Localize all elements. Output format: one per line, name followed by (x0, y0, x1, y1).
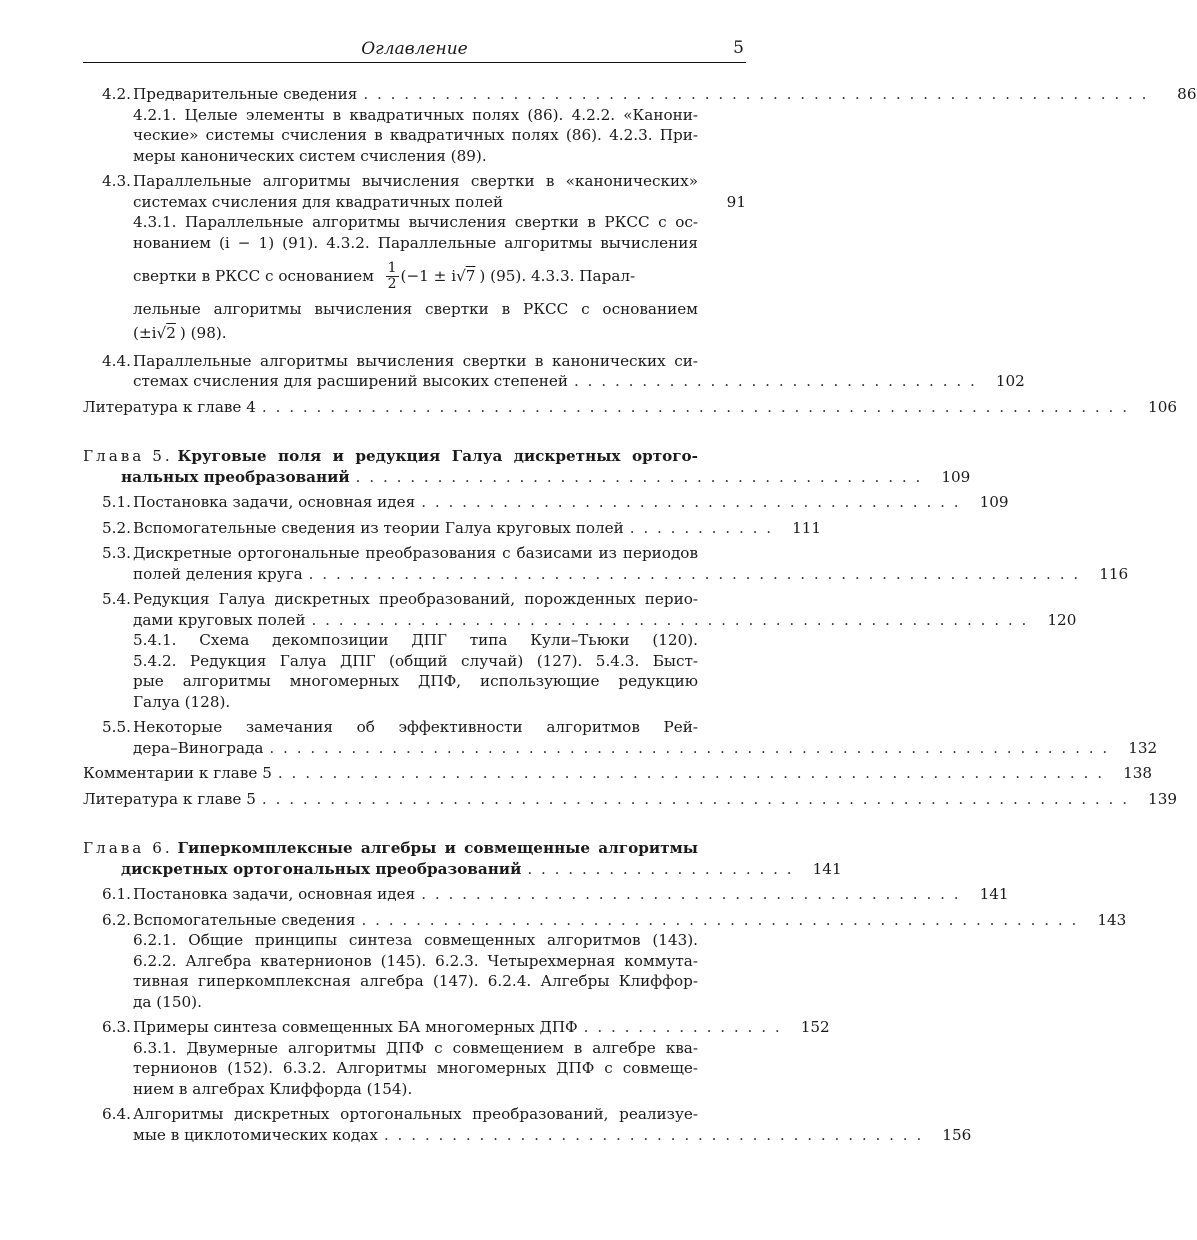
subsection-list (133, 630, 698, 712)
dot-leader: . . . . . . . . . . . (629, 518, 774, 537)
subsection-line: меры канонических систем счисления (89). (133, 146, 487, 165)
entry-page: 143 (1097, 910, 1127, 929)
formula-text: ) (95). 4.3.3. Парал- (479, 266, 636, 285)
entry-number: 5.3. (102, 544, 131, 562)
toc-entry-6-3[interactable] (83, 1017, 830, 1099)
dot-leader: . . . . . . . . . . . . . . . . . . . . (527, 859, 794, 878)
entry-page: 139 (1148, 789, 1178, 808)
toc-entry-literature-4[interactable] (83, 397, 1178, 418)
running-header (83, 36, 746, 63)
entry-number: 6.3. (102, 1018, 131, 1036)
entry-page: 141 (979, 885, 1009, 903)
spacer (698, 838, 746, 859)
radicand: 7 (465, 266, 476, 285)
dot-leader: . . . . . . . . . . . . . . . . . . . . . . . . . . . . . . (574, 372, 977, 390)
entry-page: 141 (812, 859, 842, 878)
entry-page: 138 (1123, 764, 1153, 782)
subsection-line: 5.4.1. Схема декомпозиции ДПГ типа Кули–Тьюки (120). (133, 631, 698, 649)
dot-leader: . . . . . . . . . . . . . . . . . . . . . . . . . . . . . . . . . . . . . . . . . . . . . . . . . . . . . (311, 610, 1029, 629)
chapter-title-line: Гиперкомплексные алгебры и совмещенные алгоритмы (177, 839, 698, 857)
dot-leader: . . . . . . . . . . . . . . . . . . . . . . . . . . . . . . . . . . . . . . . . . . . . . . . . . . . . . . . . . . . . . . . . (261, 397, 1130, 416)
dot-leader: . (509, 192, 516, 211)
subsection-line-formula (133, 320, 698, 346)
entry-number: 5.5. (102, 718, 131, 736)
entry-page: 86 (1177, 85, 1197, 103)
entry-title: Вспомогательные сведения из теории Галуа круговых полей (133, 518, 624, 537)
header-title: Оглавление (361, 39, 468, 59)
toc-chapter-6[interactable] (83, 838, 842, 879)
dot-leader: . . . . . . . . . . . . . . . . . . . . . . . . . . . . . . . . . . . . . . . . (421, 493, 961, 511)
entry-title-line: дами круговых полей (133, 610, 306, 629)
entry-title: Вспомогательные сведения (133, 910, 356, 929)
toc-chapter-5[interactable] (83, 446, 971, 487)
entry-title-line: мые в циклотомических кодах (133, 1125, 378, 1144)
toc-entry-literature-5[interactable] (83, 789, 1178, 810)
chapter-title-line: дискретных ортогональных преобразований (121, 859, 522, 878)
toc-entry-comments-5[interactable] (83, 763, 1153, 784)
entry-title: Литература к главе 5 (83, 789, 256, 808)
entry-number: 5.1. (102, 493, 131, 511)
entry-number: 6.2. (102, 910, 131, 929)
entry-page: 106 (1148, 397, 1178, 416)
fraction-denominator: 2 (387, 275, 397, 292)
entry-title-line: дера–Винограда (133, 738, 264, 757)
chapter-label: Глава 6. (83, 839, 173, 857)
entry-page: 109 (941, 467, 971, 486)
dot-leader: . . . . . . . . . . . . . . . . . . . . . . . . . . . . . . . . . . . . . . . . . . . . . . . . . . . . . . . . . . . . . . (269, 738, 1110, 757)
entry-page: 152 (800, 1018, 830, 1036)
entry-title-line: системах счисления для квадратичных полей (133, 192, 504, 211)
table-of-contents (83, 84, 1197, 1150)
entry-number: 5.4. (102, 590, 131, 608)
entry-title: Постановка задачи, основная идея (133, 493, 416, 511)
fraction-numerator: 1 (387, 259, 397, 276)
dot-leader: . . . . . . . . . . . . . . . . . . . . . . . . . . . . . . . . . . . . . . . . (421, 885, 961, 903)
entry-number: 5.2. (102, 518, 131, 537)
subsection-line: Галуа (128). (133, 692, 231, 711)
entry-title-line: Дискретные ортогональные преобразования с базисами из периодов (133, 544, 698, 562)
dot-leader: . . . . . . . . . . . . . . . . . . . . . . . . . . . . . . . . . . . . . . . . . . . . . . . . . . . . . . . . . (308, 564, 1081, 583)
entry-title: Постановка задачи, основная идея (133, 885, 416, 903)
entry-title: Предварительные сведения (133, 85, 358, 103)
entry-title-line: Алгоритмы дискретных ортогональных преобразований, реализуе- (133, 1105, 698, 1123)
subsection-list (133, 1038, 698, 1100)
entry-title-line: Редукция Галуа дискретных преобразований, порожденных перио- (133, 590, 698, 608)
subsection-line: тивная гиперкомплексная алгебра (147). 6.2.4. Алгебры Клиффор- (133, 972, 698, 990)
subsection-line: да (150). (133, 992, 202, 1011)
entry-page: 109 (979, 493, 1009, 511)
toc-entry-4-4[interactable] (83, 351, 1025, 392)
subsection-line: тернионов (152). 6.3.2. Алгоритмы многомерных ДПФ с совмеще- (133, 1059, 698, 1077)
subsection-line: ческие» системы счисления в квадратичных полях (86). 4.2.3. При- (133, 126, 698, 144)
toc-entry-6-1[interactable] (83, 884, 1009, 905)
formula-text: свертки в РКСС с основанием (133, 266, 374, 285)
subsection-list (133, 105, 698, 167)
radicand: 2 (166, 323, 176, 342)
fraction-one-half (386, 261, 399, 292)
subsection-line: лельные алгоритмы вычисления свертки в РКСС с основанием (133, 300, 698, 318)
entry-page: 91 (726, 192, 746, 211)
chapter-title-line: Круговые поля и редукция Галуа дискретных ортого- (177, 447, 698, 465)
toc-entry-4-2[interactable] (83, 84, 1197, 166)
entry-number: 4.2. (102, 85, 131, 103)
dot-leader: . . . . . . . . . . . . . . . . . . . . . . . . . . . . . . . . . . . . . . . . . . . . . . . . . . . . . . . . . . . . . . . . (261, 789, 1130, 808)
spacer (698, 446, 746, 467)
dot-leader: . . . . . . . . . . . . . . . . . . . . . . . . . . . . . . . . . . . . . . . . . . . . . . . . . . . . . . . . . . . . . (277, 764, 1105, 782)
entry-title-line: Некоторые замечания об эффективности алгоритмов Рей- (133, 718, 698, 736)
header-page-number: 5 (733, 38, 744, 58)
subsection-line: нованием (i − 1) (91). 4.3.2. Параллельные алгоритмы вычисления (133, 233, 698, 252)
subsection-line: рые алгоритмы многомерных ДПФ, использующие редукцию (133, 672, 698, 690)
toc-entry-5-3[interactable] (83, 543, 1129, 584)
toc-entry-6-4[interactable] (83, 1104, 972, 1145)
subsection-line: 4.2.1. Целые элементы в квадратичных полях (86). 4.2.2. «Канони- (133, 105, 698, 124)
toc-entry-5-1[interactable] (83, 492, 1009, 513)
entry-title-line: Параллельные алгоритмы вычисления свертки в канонических си- (133, 351, 698, 370)
subsection-line-formula (133, 253, 698, 299)
entry-page: 116 (1099, 564, 1129, 583)
subsection-line: 6.2.1. Общие принципы синтеза совмещенных алгоритмов (143). (133, 931, 698, 949)
dot-leader: . . . . . . . . . . . . . . . . . . . . . . . . . . . . . . . . . . . . . . . . (383, 1125, 924, 1144)
entry-title: Литература к главе 4 (83, 397, 256, 416)
toc-entry-6-2[interactable] (83, 910, 1127, 1013)
entry-number: 6.1. (102, 885, 131, 903)
subsection-line: 6.2.2. Алгебра кватернионов (145). 6.2.3. Четырехмерная коммута- (133, 951, 698, 970)
entry-title: Комментарии к главе 5 (83, 764, 272, 782)
entry-page: 120 (1047, 610, 1077, 629)
toc-entry-5-2[interactable] (83, 518, 822, 539)
dot-leader: . . . . . . . . . . . . . . . (583, 1018, 782, 1036)
subsection-line: 6.3.1. Двумерные алгоритмы ДПФ с совмещением в алгебре ква- (133, 1038, 698, 1057)
entry-page: 132 (1128, 738, 1158, 757)
entry-title-line: стемах счисления для расширений высоких степеней (133, 372, 568, 390)
subsection-line: нием в алгебрах Клиффорда (154). (133, 1079, 413, 1098)
chapter-gap (83, 814, 746, 838)
dot-leader: . . . . . . . . . . . . . . . . . . . . . . . . . . . . . . . . . . . . . . . . . . (355, 467, 923, 486)
entry-number: 4.4. (102, 351, 131, 370)
subsection-line: 4.3.1. Параллельные алгоритмы вычисления свертки в РКСС с ос- (133, 213, 698, 231)
entry-title: Примеры синтеза совмещенных БА многомерных ДПФ (133, 1018, 578, 1036)
formula-text: (−1 ± i√ (400, 266, 466, 285)
chapter-gap (83, 422, 746, 446)
entry-title-line: полей деления круга (133, 564, 303, 583)
toc-entry-5-4[interactable] (83, 589, 1077, 712)
subsection-list (133, 930, 698, 1012)
formula-text: (±i√ (133, 323, 167, 342)
entry-title-line: Параллельные алгоритмы вычисления свертки в «канонических» (133, 172, 698, 190)
entry-page: 111 (792, 518, 822, 537)
dot-leader: . . . . . . . . . . . . . . . . . . . . . . . . . . . . . . . . . . . . . . . . . . . . . . . . . . . . . . . . . . (363, 85, 1149, 103)
toc-entry-4-3[interactable] (83, 171, 746, 346)
entry-number: 4.3. (102, 172, 131, 190)
entry-page: 102 (995, 372, 1025, 390)
entry-number: 6.4. (102, 1105, 131, 1123)
dot-leader: . . . . . . . . . . . . . . . . . . . . . . . . . . . . . . . . . . . . . . . . . . . . . . . . . . . . . (361, 910, 1079, 929)
subsection-line: 5.4.2. Редукция Галуа ДПГ (общий случай) (127). 5.4.3. Быст- (133, 651, 698, 670)
chapter-label: Глава 5. (83, 447, 173, 465)
formula-text: ) (98). (179, 323, 227, 342)
entry-page: 156 (942, 1125, 972, 1144)
chapter-title-line: нальных преобразований (121, 467, 350, 486)
subsection-list (133, 212, 698, 346)
toc-entry-5-5[interactable] (83, 717, 1158, 758)
